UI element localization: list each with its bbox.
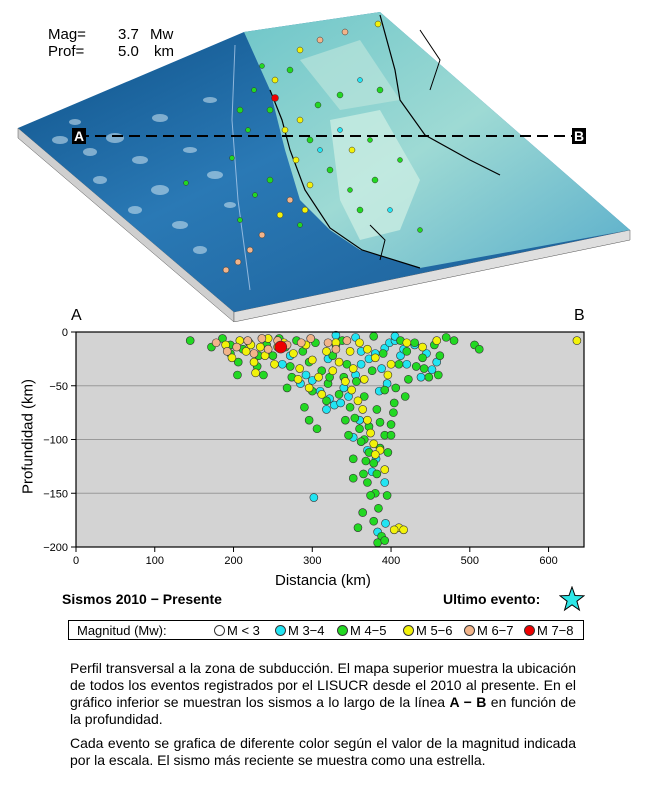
last-event-label: Ultimo evento:	[443, 591, 541, 607]
event-point	[363, 345, 371, 353]
event-point	[250, 358, 258, 366]
description-paragraph-1	[70, 660, 576, 728]
event-point	[305, 416, 313, 424]
event-point	[289, 350, 297, 358]
event-point	[411, 339, 419, 347]
event-point	[368, 367, 376, 375]
section-label-b: B	[574, 307, 585, 324]
event-point	[310, 494, 318, 502]
point-b-label: B	[573, 128, 585, 144]
legend-label: M 3−4	[288, 623, 325, 638]
event-point	[370, 459, 378, 467]
legend-label: M 4−5	[350, 623, 387, 638]
event-point	[349, 365, 357, 373]
legend-item-m-3-4	[275, 622, 325, 639]
event-point	[357, 438, 365, 446]
legend-item-m-6-7	[464, 622, 514, 639]
event-point	[420, 365, 428, 373]
legend-label: M 7−8	[537, 623, 574, 638]
event-point	[417, 373, 425, 381]
event-point	[381, 386, 389, 394]
event-point	[346, 347, 354, 355]
event-point	[362, 457, 370, 465]
period-title: Sismos 2010 − Presente	[62, 591, 222, 607]
legend-item-m-lt-3	[214, 622, 260, 639]
section-label-a: A	[71, 307, 82, 324]
event-point	[475, 345, 483, 353]
event-point	[360, 375, 368, 383]
event-point	[256, 343, 264, 351]
event-point	[384, 448, 392, 456]
event-point	[403, 339, 411, 347]
dot-icon	[403, 625, 414, 636]
event-point	[412, 362, 420, 370]
event-point	[389, 409, 397, 417]
event-point	[258, 334, 266, 342]
event-point	[356, 425, 364, 433]
depth-unit-text: km	[154, 43, 174, 60]
event-point	[302, 371, 310, 379]
x-tick-label: 0	[72, 555, 80, 567]
event-point	[383, 491, 391, 499]
dot-icon	[464, 625, 475, 636]
event-point	[373, 405, 381, 413]
event-point	[345, 431, 353, 439]
event-point	[400, 526, 408, 534]
event-point	[403, 347, 411, 355]
event-point	[390, 526, 398, 534]
x-tick-label: 500	[460, 555, 479, 567]
x-tick-label: 200	[224, 555, 243, 567]
x-tick-label: 400	[381, 555, 401, 567]
legend-item-m-5-6	[403, 622, 453, 639]
event-point	[392, 384, 400, 392]
dot-icon	[214, 625, 225, 636]
y-tick-label: −50	[49, 380, 68, 393]
event-point	[370, 332, 378, 340]
event-point	[450, 337, 458, 345]
event-point	[315, 373, 323, 381]
event-point	[374, 504, 382, 512]
event-point	[359, 509, 367, 517]
event-point	[354, 524, 362, 532]
event-point	[300, 403, 308, 411]
description-paragraph-2	[70, 735, 576, 769]
x-tick-label: 600	[539, 555, 558, 567]
depth-value-text: 5.0	[118, 43, 139, 60]
event-point	[381, 466, 389, 474]
y-axis-title: Profundidad (km)	[19, 378, 37, 495]
event-point	[404, 375, 412, 383]
event-point	[286, 362, 294, 370]
event-point	[356, 339, 364, 347]
event-point	[337, 399, 345, 407]
event-point	[212, 339, 220, 347]
y-tick-label: −150	[43, 488, 68, 501]
legend-label: M 5−6	[416, 623, 453, 638]
event-point	[381, 479, 389, 487]
x-axis-title: Distancia (km)	[275, 572, 371, 589]
event-point	[283, 384, 291, 392]
event-point	[305, 384, 313, 392]
dot-icon	[337, 625, 348, 636]
event-point	[186, 337, 194, 345]
desc-text-end: en función de la profundidad.	[70, 694, 577, 727]
event-point	[270, 360, 278, 368]
event-point	[373, 470, 381, 478]
event-point	[381, 537, 389, 545]
event-point	[387, 360, 395, 368]
event-point	[379, 350, 387, 358]
dot-icon	[524, 625, 535, 636]
legend-label: M 6−7	[477, 623, 514, 638]
event-point	[434, 371, 442, 379]
event-point	[370, 517, 378, 525]
event-point	[371, 451, 379, 459]
event-point	[374, 539, 382, 547]
event-point	[233, 343, 241, 351]
event-point	[275, 341, 287, 353]
event-point	[264, 345, 272, 353]
event-point	[382, 519, 390, 527]
event-point	[341, 416, 349, 424]
event-point	[250, 350, 258, 358]
legend-item-m-4-5	[337, 622, 387, 639]
point-a-label: A	[73, 128, 85, 144]
event-point	[296, 365, 304, 373]
desc-text: Perfil transversal a la zona de subducción. El mapa superior muestra la ubicación de todos los eventos registrados por el LISUCR desde el 2010 al presente. En el gráfico inferior se muestran los sismos a lo largo de la línea	[70, 660, 576, 710]
event-point	[233, 371, 241, 379]
event-point	[403, 360, 411, 368]
event-point	[376, 418, 384, 426]
event-point	[259, 371, 267, 379]
event-point	[378, 365, 386, 373]
event-point	[354, 397, 362, 405]
x-tick-label: 300	[303, 555, 322, 567]
desc-text-2: Cada evento se grafica de diferente color según el valor de la magnitud indicada por la escala. El sismo más reciente se muestra como una estrella.	[70, 735, 576, 768]
event-point	[387, 420, 395, 428]
event-point	[329, 367, 337, 375]
event-point	[425, 373, 433, 381]
event-point	[307, 334, 315, 342]
star-icon	[559, 586, 585, 612]
event-point	[359, 405, 367, 413]
event-point	[387, 431, 395, 439]
event-point	[442, 333, 450, 341]
y-tick-label: −200	[43, 542, 68, 554]
event-point	[278, 360, 286, 368]
event-point	[349, 474, 357, 482]
event-point	[390, 399, 398, 407]
desc-bold: A − B	[449, 694, 487, 710]
event-point	[371, 354, 379, 362]
event-point	[419, 354, 427, 362]
mag-label: Mag=	[48, 26, 86, 43]
event-point	[343, 337, 351, 345]
event-point	[294, 375, 302, 383]
event-point	[252, 369, 260, 377]
mag-value: 3.7	[118, 26, 139, 43]
event-point	[370, 440, 378, 448]
event-point	[363, 416, 371, 424]
event-point	[419, 343, 427, 351]
event-point	[341, 377, 349, 385]
event-point	[433, 337, 441, 345]
event-point	[223, 347, 231, 355]
event-point	[367, 429, 375, 437]
event-point	[297, 339, 305, 347]
event-point	[322, 405, 330, 413]
event-point	[384, 371, 392, 379]
event-point	[359, 470, 367, 478]
event-point	[322, 347, 330, 355]
depth-cross-section-chart	[0, 320, 650, 592]
mag-unit: Mw	[150, 26, 174, 43]
event-point	[244, 337, 252, 345]
event-point	[351, 414, 359, 422]
event-point	[573, 337, 581, 345]
event-point	[436, 352, 444, 360]
event-point	[349, 455, 357, 463]
legend-label: M < 3	[227, 623, 260, 638]
event-point	[346, 403, 354, 411]
event-point	[335, 358, 343, 366]
event-point	[335, 390, 343, 398]
event-point	[401, 393, 409, 401]
event-point	[313, 425, 321, 433]
event-point	[367, 491, 375, 499]
y-tick-label: 0	[61, 327, 68, 339]
event-point	[357, 360, 365, 368]
terrain-map-3d	[0, 0, 650, 322]
y-tick-label: −100	[43, 434, 68, 447]
event-point	[318, 390, 326, 398]
event-point	[352, 377, 360, 385]
event-point	[332, 345, 340, 353]
dot-icon	[275, 625, 286, 636]
depth-label: Prof=	[48, 43, 85, 60]
magnitude-legend	[68, 620, 584, 640]
event-point	[395, 360, 403, 368]
x-tick-label: 100	[145, 555, 164, 567]
legend-title: Magnitud (Mw):	[77, 623, 167, 638]
event-point	[308, 356, 316, 364]
event-point	[428, 366, 436, 374]
legend-item-m-7-8	[524, 622, 574, 639]
event-point	[324, 339, 332, 347]
event-point	[348, 386, 356, 394]
event-point	[363, 479, 371, 487]
